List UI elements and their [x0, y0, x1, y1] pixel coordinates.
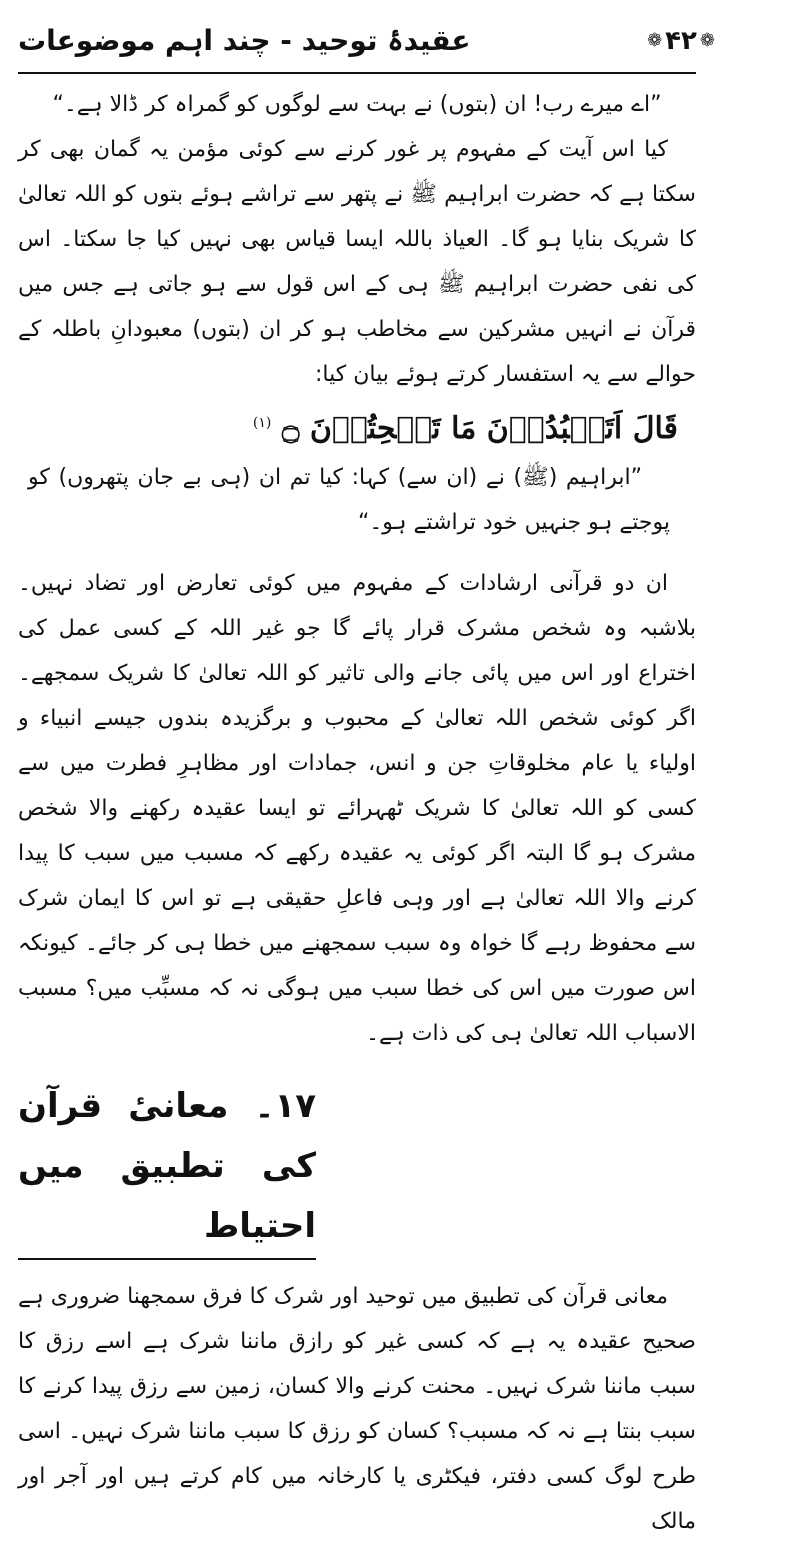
header-rule	[18, 72, 696, 74]
page-number-value: ۴۲	[665, 26, 697, 56]
footnote-marker: (۱)	[252, 415, 272, 431]
translation-quote-1: ”اے میرے رب! ان (بتوں) نے بہت سے لوگوں کو گمراہ کر ڈالا ہے۔“	[52, 92, 662, 117]
page-number	[644, 26, 718, 56]
section-heading	[18, 1076, 696, 1260]
page-body	[18, 82, 696, 1544]
ornament-icon: ❁	[699, 30, 715, 51]
verse-text: قَالَ اَتَعۡبُدُوۡنَ مَا تَنۡحِتُوۡنَ ۝	[281, 411, 678, 446]
running-title: عقیدۂ توحید - چند اہم موضوعات	[18, 24, 471, 57]
paragraph-2: ان دو قرآنی ارشادات کے مفہوم میں کوئی تعارض اور تضاد نہیں۔ بلاشبہ وہ شخص مشرک قرار پائے گا جو غیر اللہ کے کسی عمل کی اختراع اور اس میں پائی جانے والی تاثیر کو اللہ تعالیٰ کا شریک سمجھے۔ اگر کوئی شخص اللہ تعالیٰ کے محبوب و برگزیدہ بندوں جیسے انبیاء و اولیاء یا عام مخلوقاتِ جن و انس، جمادات اور مظاہرِ فطرت میں سے کسی کو اللہ تعالیٰ کا شریک ٹھہرائے تو ایسا عقیدہ رکھنے والا شخص مشرک ہو گا البتہ اگر کوئی یہ عقیدہ رکھے کہ مسبب میں سبب کا پیدا کرنے والا اللہ تعالیٰ ہے اور وہی فاعلِ حقیقی ہے تو اس کا ایمان شرک سے محفوظ رہے گا خواہ وہ سبب سمجھنے میں خطا ہی کر جائے۔ کیونکہ اس صورت میں اس کی خطا سبب میں ہوگی نہ کہ مسبِّب میں؟ مسبب الاسباب اللہ تعالیٰ ہی کی ذات ہے۔	[18, 571, 696, 1046]
ornament-icon: ❁	[647, 30, 663, 51]
translation-quote-2: ”ابراہیم (ﷺ) نے (ان سے) کہا: کیا تم ان (ہی بے جان پتھروں) کو پوجتے ہو جنہیں خود تراشتے ہو۔“	[28, 465, 670, 535]
spacer	[18, 545, 696, 561]
paragraph-3: معانی قرآن کی تطبیق میں توحید اور شرک کا فرق سمجھنا ضروری ہے صحیح عقیدہ یہ ہے کہ کسی غیر کو رازق ماننا شرک ہے اسے رزق کا سبب ماننا شرک نہیں۔ محنت کرنے والا کسان، زمین سے رزق پیدا کرنے کا سبب بنتا ہے نہ کہ مسبب؟ کسان کو رزق کا سبب ماننا شرک نہیں۔ اسی طرح لوگ کسی دفتر، فیکٹری یا کارخانہ میں کام کرتے ہیں اور آجر اور مالک	[18, 1284, 696, 1534]
quranic-verse	[18, 397, 696, 455]
page-header	[18, 22, 718, 66]
section-heading-text: ۱۷۔ معانیٔ قرآن کی تطبیق میں احتیاط	[18, 1076, 316, 1260]
paragraph-1: کیا اس آیت کے مفہوم پر غور کرنے سے کوئی مؤمن یہ گمان بھی کر سکتا ہے کہ حضرت ابراہیم ﷺ نے پتھر سے تراشے ہوئے بتوں کو اللہ تعالیٰ کا شریک بنایا ہو گا۔ العیاذ باللہ ایسا قیاس بھی نہیں کیا جا سکتا۔ اس کی نفی حضرت ابراہیم ﷺ ہی کے اس قول سے ہو جاتی ہے جس میں قرآن نے انہیں مشرکین سے مخاطب ہو کر ان (بتوں) معبودانِ باطلہ کے حوالے سے یہ استفسار کرتے ہوئے بیان کیا:	[18, 137, 696, 387]
